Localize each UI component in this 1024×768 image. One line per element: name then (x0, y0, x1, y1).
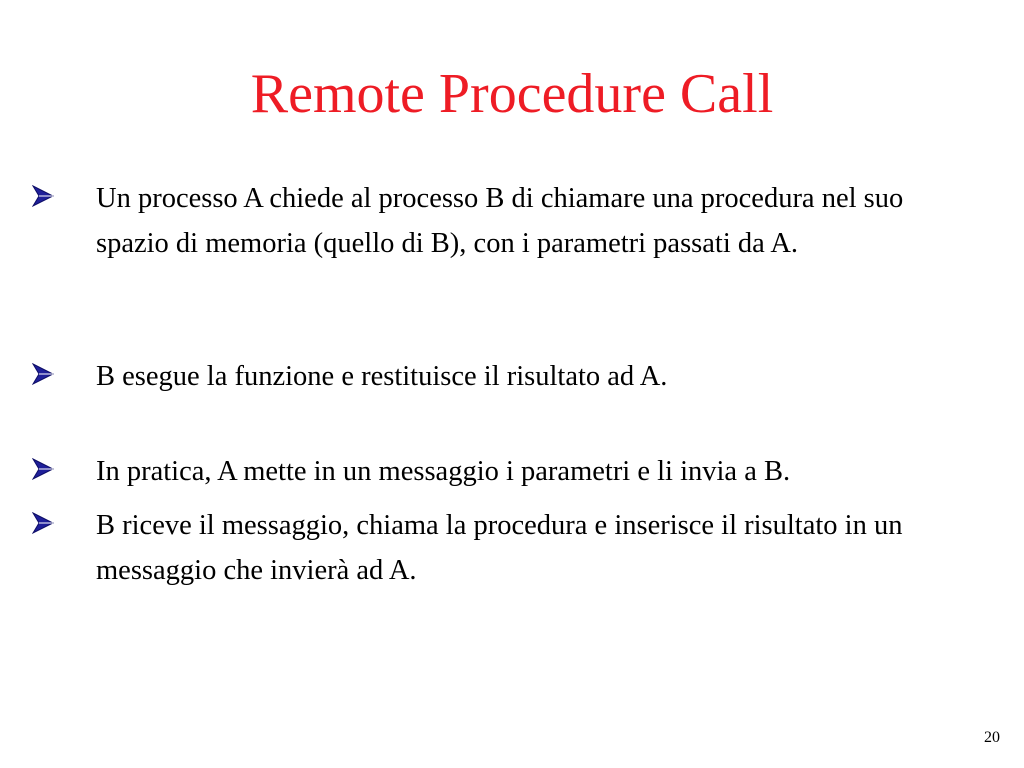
arrowhead-bullet-icon (32, 184, 54, 208)
arrowhead-bullet-icon (32, 457, 54, 481)
bullet-text: Un processo A chiede al processo B di chiamare una procedura nel suo spazio di memoria (quello di B), con i parametri passati da A. (96, 183, 904, 259)
arrowhead-bullet-icon (32, 362, 54, 386)
arrowhead-bullet-icon (32, 511, 54, 535)
bullet-text: B riceve il messaggio, chiama la procedura e inserisce il risultato in un messaggio che invierà ad A. (96, 510, 903, 586)
bullet-text: B esegue la funzione e restituisce il risultato ad A. (96, 361, 668, 392)
bullet-text: In pratica, A mette in un messaggio i parametri e li invia a B. (96, 456, 791, 487)
page-number: 20 (984, 729, 1000, 746)
slide-title: Remote Procedure Call (250, 63, 774, 125)
